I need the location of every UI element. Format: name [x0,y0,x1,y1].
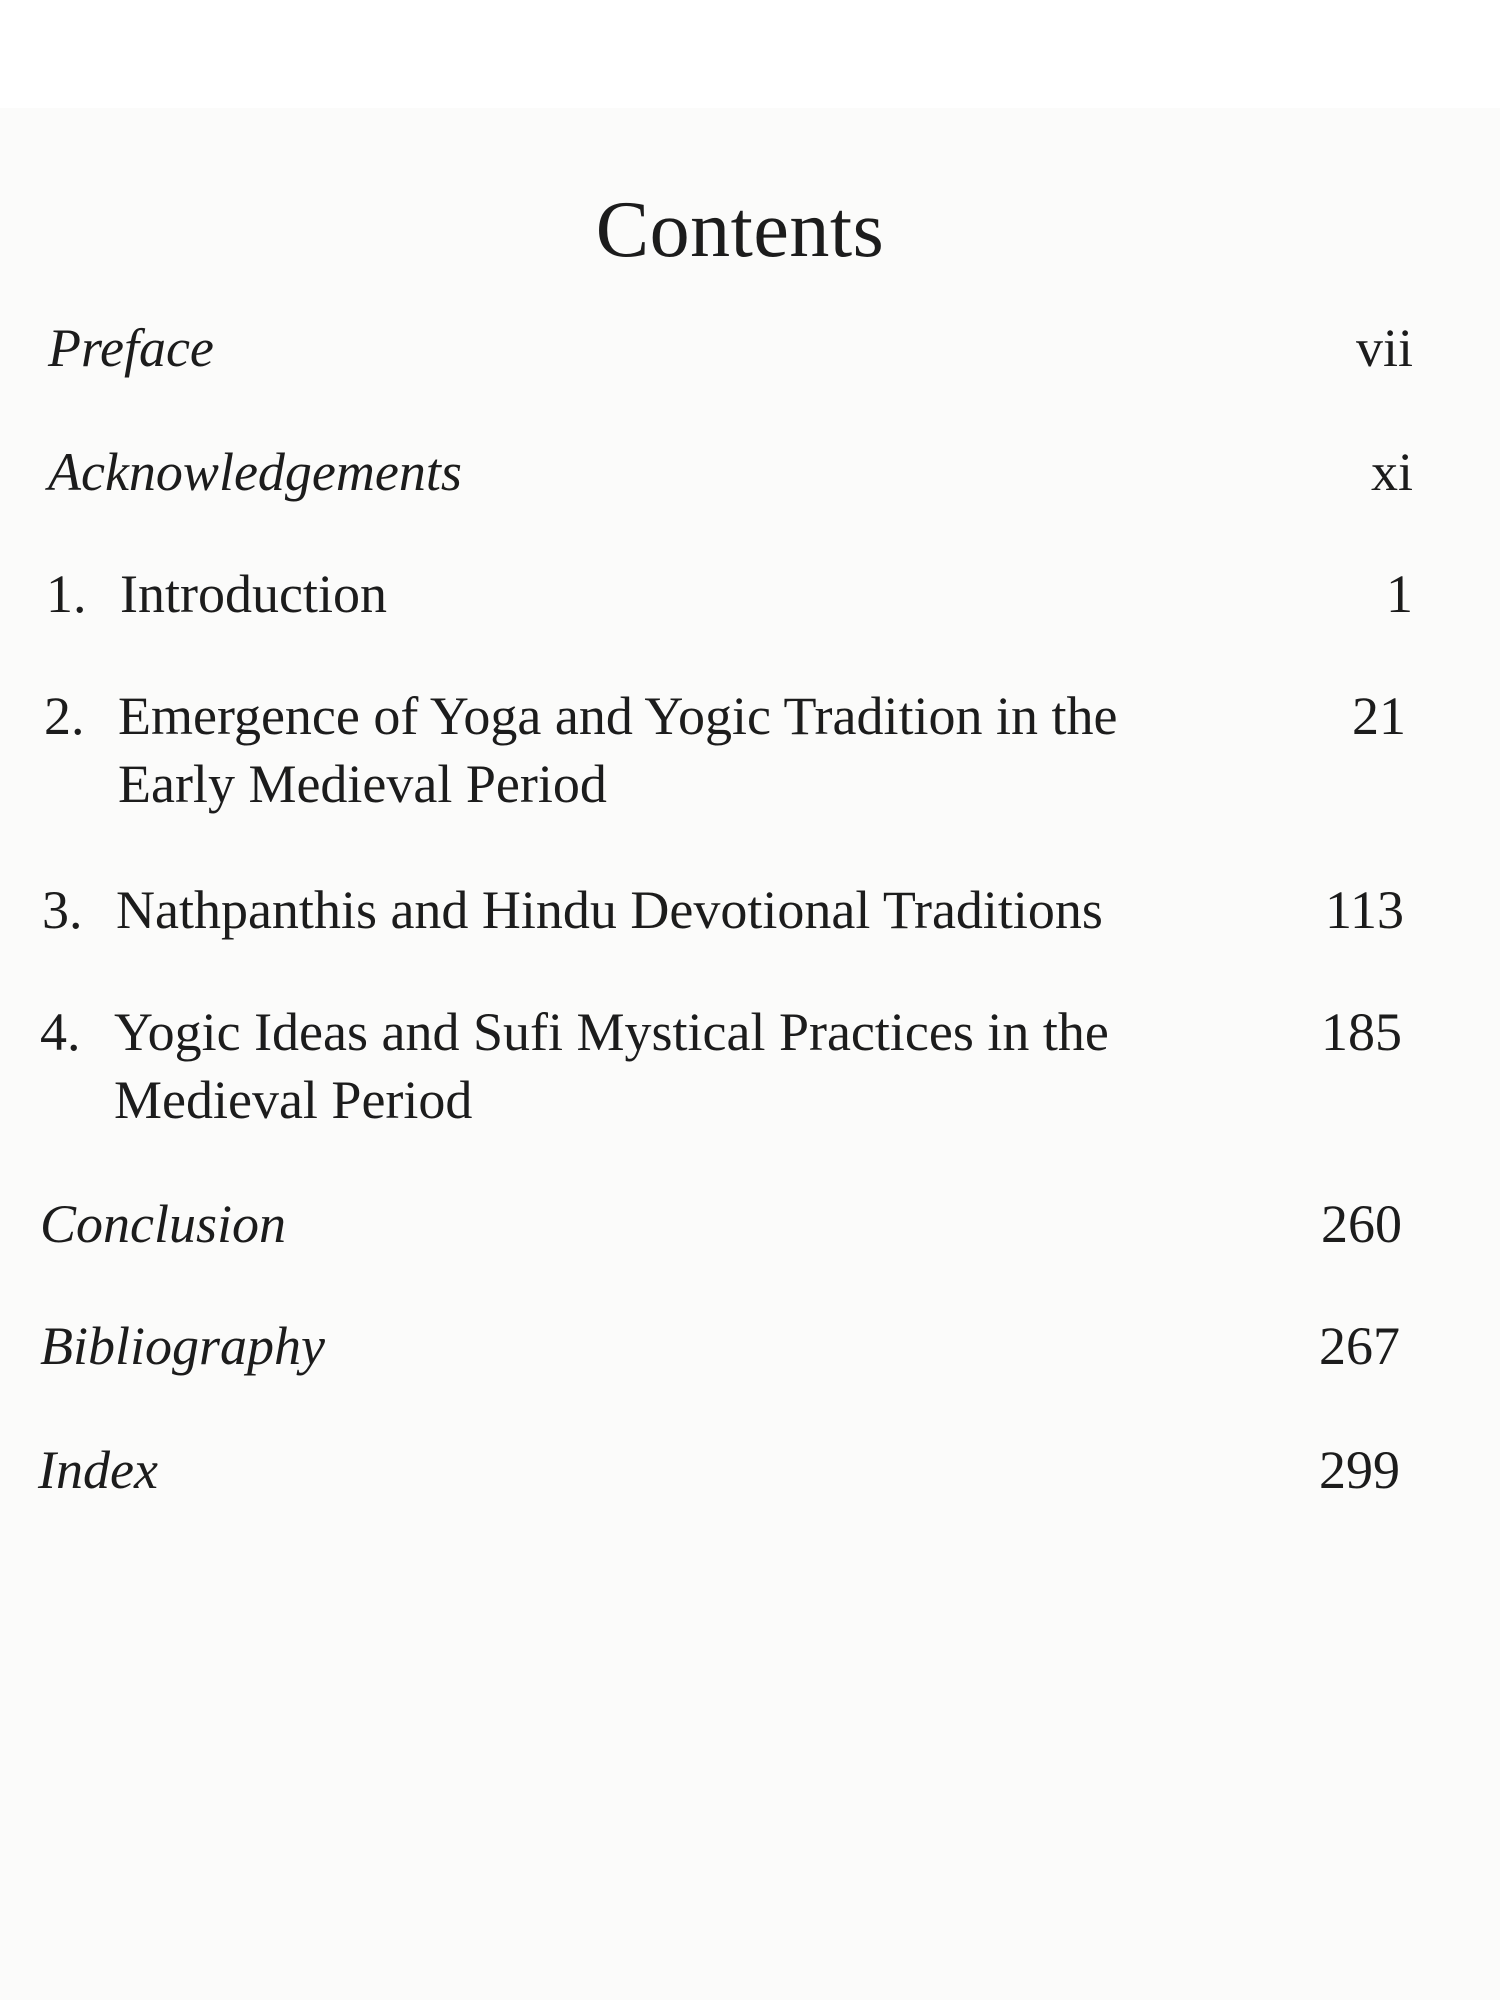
chapter-number: 2. [44,686,85,746]
toc-entry-label: Bibliography [40,1316,325,1376]
toc-entry-chapter-4 [40,998,1402,1138]
toc-entry-label: Index [38,1440,158,1500]
toc-entry-acknowledgements [48,438,1413,508]
page-title: Contents [595,186,885,274]
toc-entry-page: 260 [1321,1194,1402,1254]
chapter-number: 4. [40,1002,81,1062]
toc-entry-label: Conclusion [40,1194,287,1254]
toc-entry-label: Acknowledgements [48,442,462,502]
toc-entry-page: 299 [1319,1440,1400,1500]
toc-entry-conclusion [40,1190,1402,1260]
toc-entry-page: xi [1370,442,1413,502]
toc-entry-chapter-3 [42,876,1404,946]
toc-entry-page: 21 [1352,686,1406,746]
toc-entry-label: Nathpanthis and Hindu Devotional Traditions [116,880,1103,940]
toc-entry-index [38,1436,1400,1506]
toc-entry-label: Emergence of Yoga and Yogic Tradition in the Early Medieval Period [118,686,1118,814]
toc-entry-chapter-1 [46,560,1413,630]
chapter-number: 3. [42,880,83,940]
chapter-number: 1. [46,564,87,624]
top-margin [0,0,1500,108]
toc-entry-page: vii [1355,318,1413,378]
toc-entry-bibliography [40,1312,1400,1382]
toc-entry-label: Introduction [120,564,387,624]
toc-entry-page: 113 [1325,880,1404,940]
toc-entry-page: 185 [1321,1002,1402,1062]
toc-entry-page: 267 [1319,1316,1400,1376]
toc-entry-page: 1 [1386,564,1413,624]
toc-entry-chapter-2 [44,682,1406,822]
toc-entry-label: Yogic Ideas and Sufi Mystical Practices in the Medieval Period [114,1002,1109,1130]
toc-entry-label: Preface [48,318,214,378]
toc-entry-preface [48,314,1413,384]
